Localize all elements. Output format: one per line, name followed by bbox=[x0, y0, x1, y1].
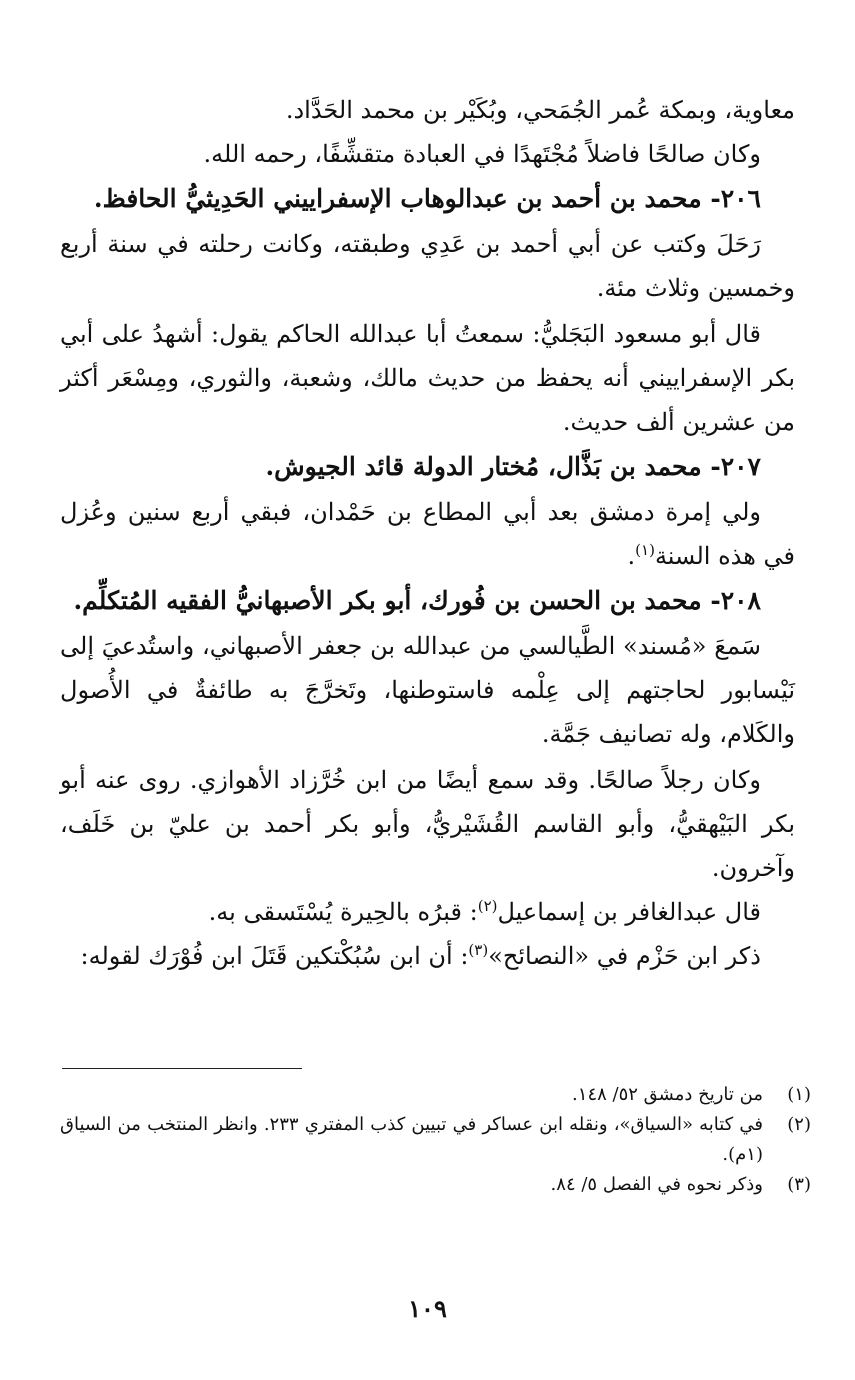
entry-heading-208 bbox=[60, 578, 795, 624]
footnote-marker[interactable]: (١) bbox=[635, 541, 655, 559]
footnote-number: (٢) bbox=[787, 1114, 811, 1135]
paragraph-text: : قبرُه بالحِيرة يُسْتَسقى به. bbox=[208, 898, 478, 926]
footnotes bbox=[60, 1080, 811, 1200]
entry-number: ٢٠٦- bbox=[710, 184, 761, 213]
footnote bbox=[60, 1110, 811, 1170]
entry-heading-206 bbox=[60, 176, 795, 222]
footnote-number: (١) bbox=[787, 1084, 811, 1105]
paragraph bbox=[60, 490, 795, 578]
entry-number: ٢٠٧- bbox=[710, 452, 761, 481]
paragraph bbox=[60, 934, 795, 978]
paragraph: رَحَلَ وكتب عن أبي أحمد بن عَدِي وطبقته، وكانت رحلته في سنة أربع وخمسين وثلاث مئة. bbox=[60, 230, 795, 302]
entry-title: محمد بن الحسن بن فُورك، أبو بكر الأصبهانيُّ الفقيه المُتكلِّم. bbox=[73, 586, 702, 615]
footnote bbox=[60, 1080, 811, 1110]
footnote-number: (٣) bbox=[787, 1174, 811, 1195]
footnote-text: من تاريخ دمشق ٥٢/ ١٤٨. bbox=[572, 1084, 763, 1105]
footnote-marker[interactable]: (٢) bbox=[477, 897, 498, 915]
paragraph: وكان رجلاً صالحًا. وقد سمع أيضًا من ابن خُرَّزاد الأهوازي. روى عنه أبو بكر البَيْهقيُّ، وأبو القاسم القُشَيْريُّ، وأبو بكر أحمد بن عليّ بن خَلَف، وآخرون. bbox=[60, 766, 795, 882]
paragraph: سَمعَ «مُسند» الطَّيالسي من عبدالله بن جعفر الأصبهاني، واستُدعيَ إلى نَيْسابور لحاجتهم إلى عِلْمه فاستوطنها، وتَخرَّجَ به طائفةٌ في الأُصول والكَلام، وله تصانيف جَمَّة. bbox=[60, 632, 795, 748]
footnote-marker[interactable]: (٣) bbox=[468, 941, 489, 959]
footnote bbox=[60, 1170, 811, 1200]
footnote-text: في كتابه «السياق»، ونقله ابن عساكر في تبيين كذب المفتري ٢٣٣. وانظر المنتخب من السياق (١م). bbox=[60, 1114, 764, 1165]
paragraph-text: ولي إمرة دمشق بعد أبي المطاع بن حَمْدان، فبقي أربع سنين وعُزل في هذه السنة bbox=[60, 498, 795, 570]
footnote-divider bbox=[62, 1068, 302, 1069]
page-number: ١٠٩ bbox=[408, 1294, 447, 1323]
paragraph-text: ذكر ابن حَزْم في «النصائح» bbox=[488, 942, 761, 970]
entry-title: محمد بن بَذَّال، مُختار الدولة قائد الجيوش. bbox=[265, 452, 702, 481]
entry-title: محمد بن أحمد بن عبدالوهاب الإسفراييني الحَدِيثيُّ الحافظ. bbox=[93, 184, 702, 213]
paragraph: معاوية، وبمكة عُمر الجُمَحي، وبُكَيْر بن محمد الحَدَّاد. bbox=[285, 96, 795, 124]
paragraph-text: قال عبدالغافر بن إسماعيل bbox=[497, 898, 761, 926]
paragraph bbox=[60, 890, 795, 934]
paragraph-text: . bbox=[627, 542, 636, 570]
entry-number: ٢٠٨- bbox=[710, 586, 761, 615]
paragraph: قال أبو مسعود البَجَليُّ: سمعتُ أبا عبدالله الحاكم يقول: أشهدُ على أبي بكر الإسفراييني أنه يحفظ من حديث مالك، وشعبة، والثوري، ومِسْعَر أكثر من عشرين ألف حديث. bbox=[60, 320, 795, 436]
footnote-text: وذكر نحوه في الفصل ٥/ ٨٤. bbox=[550, 1174, 763, 1195]
paragraph-text: : أن ابن سُبُكْتكين قَتَلَ ابن فُوْرَك لقوله: bbox=[80, 942, 469, 970]
paragraph: وكان صالحًا فاضلاً مُجْتَهدًا في العبادة متقشِّفًا، رحمه الله. bbox=[203, 140, 761, 168]
entry-heading-207 bbox=[60, 444, 795, 490]
